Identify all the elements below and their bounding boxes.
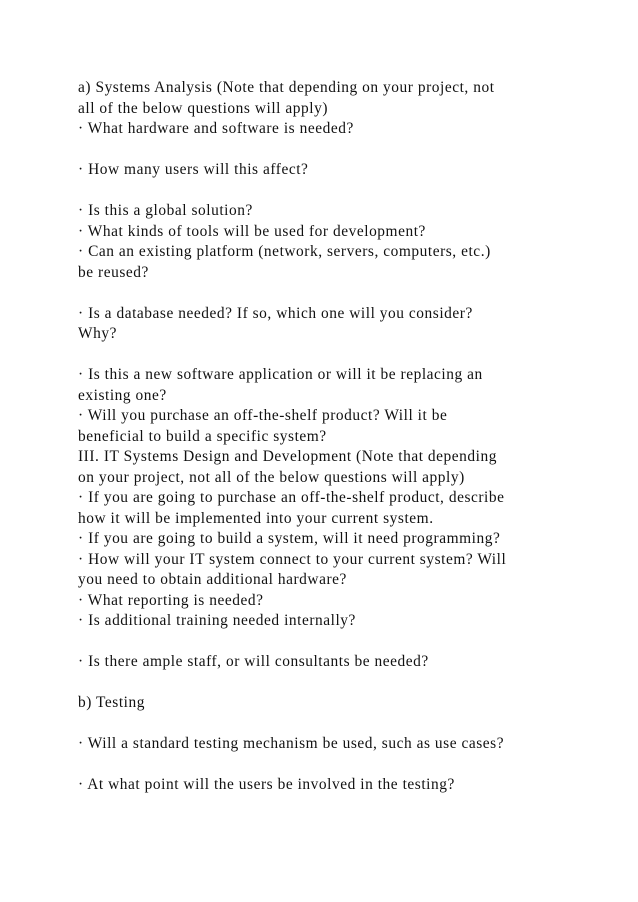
text-line: · If you are going to build a system, will it need programming? — [78, 530, 501, 547]
text-line: b) Testing — [78, 694, 145, 711]
text-line: III. IT Systems Design and Development (Note that depending — [78, 448, 497, 465]
text-line: · Is this a global solution? — [78, 202, 253, 219]
text-line: a) Systems Analysis (Note that depending on your project, not — [78, 79, 495, 96]
text-line: be reused? — [78, 263, 149, 281]
text-line: how it will be implemented into your current system. — [78, 509, 434, 527]
text-line: · How many users will this affect? — [78, 161, 309, 178]
text-line: · What hardware and software is needed? — [78, 120, 354, 137]
blank-line — [78, 181, 578, 202]
text-line: · Can an existing platform (network, servers, computers, etc.) — [78, 243, 491, 260]
text-line: · At what point will the users be involved in the testing? — [78, 776, 455, 793]
text-line: you need to obtain additional hardware? — [78, 571, 347, 588]
text-line: · What kinds of tools will be used for development? — [78, 222, 426, 240]
blank-line — [78, 283, 578, 304]
text-line: · Will a standard testing mechanism be used, such as use cases? — [78, 735, 505, 752]
blank-line — [78, 673, 578, 694]
blank-line — [78, 140, 578, 161]
blank-line — [78, 714, 578, 735]
text-line: · Is there ample staff, or will consultants be needed? — [78, 653, 429, 670]
text-line: · Is additional training needed internally? — [78, 612, 356, 629]
text-line: · What reporting is needed? — [78, 591, 264, 609]
text-line: · Is this a new software application or will it be replacing an — [78, 366, 483, 383]
text-line: existing one? — [78, 386, 167, 404]
blank-line — [78, 755, 578, 776]
text-line: all of the below questions will apply) — [78, 99, 329, 117]
text-line: · Is a database needed? If so, which one will you consider? — [78, 304, 473, 322]
blank-line — [78, 632, 578, 653]
text-line: · If you are going to purchase an off-the-shelf product, describe — [78, 489, 505, 506]
text-line: on your project, not all of the below questions will apply) — [78, 468, 465, 486]
text-line: · Will you purchase an off-the-shelf product? Will it be — [78, 407, 448, 424]
blank-line — [78, 345, 578, 366]
document-body — [78, 78, 578, 796]
text-line: Why? — [78, 325, 117, 342]
text-line: beneficial to build a specific system? — [78, 427, 327, 445]
text-line: · How will your IT system connect to your current system? Will — [78, 550, 507, 568]
